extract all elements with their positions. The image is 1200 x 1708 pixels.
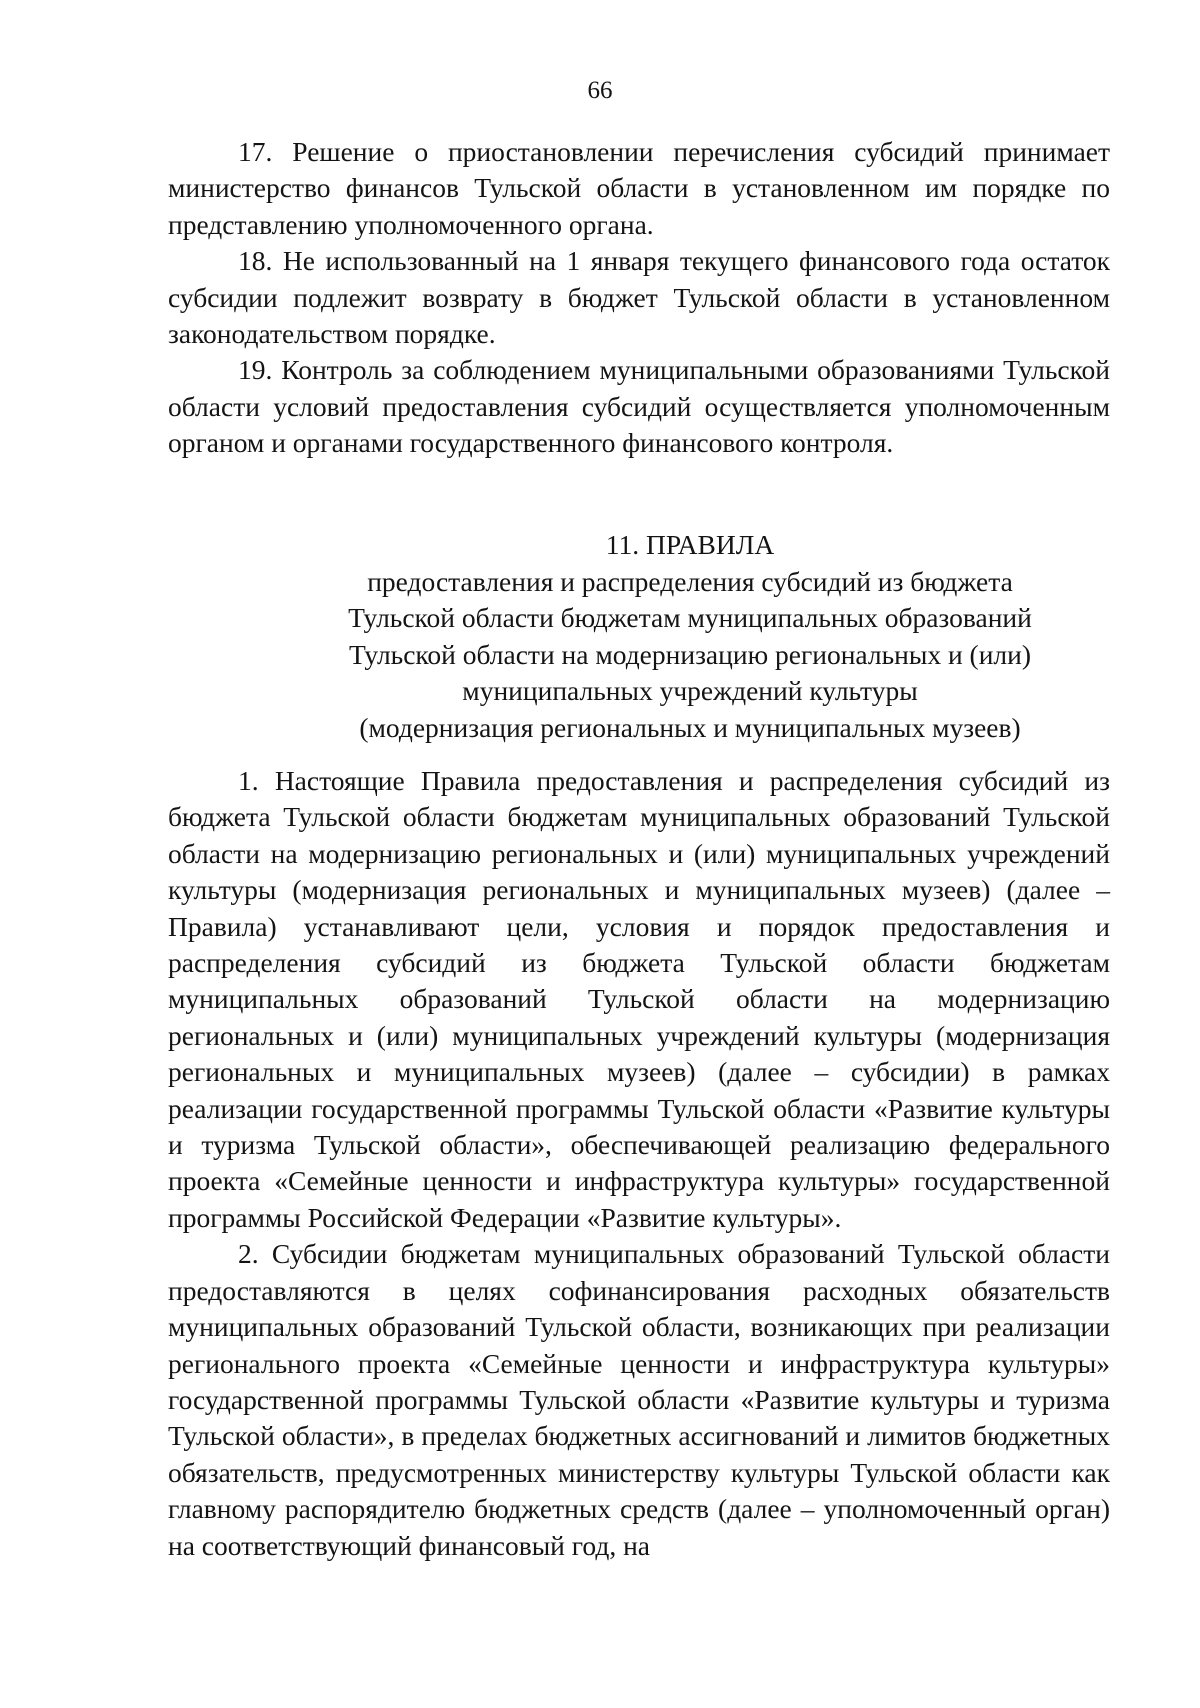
page-number: 66 — [587, 77, 613, 104]
section-subtitle-line: Тульской области бюджетам муниципальных образований — [348, 602, 1032, 634]
paragraph-1: 1. Настоящие Правила предоставления и распределения субсидий из бюджета Тульской области бюджетам муниципальных образований Тульской области на модернизацию региональных и (или) муниципальных учреждений культуры (модернизация региональных и муниципальных музеев) (далее – Правила) устанавливают цели, условия и порядок предоставления и распределения субсидий из бюджета Тульской области бюджетам муниципальных образований Тульской области на модернизацию региональных и (или) муниципальных учреждений культуры (модернизация региональных и муниципальных музеев) (далее – субсидии) в рамках реализации государственной программы Тульской области «Развитие культуры и туризма Тульской области», обеспечивающей реализацию федерального проекта «Семейные ценности и инфраструктура культуры» государственной программы Российской Федерации «Развитие культуры». — [168, 765, 1110, 1233]
section-subtitle-line: Тульской области на модернизацию региональных и (или) — [348, 638, 1032, 670]
paragraph-17: 17. Решение о приостановлении перечисления субсидий принимает министерство финансов Тульской области в установленном им порядке по представлению уполномоченного органа. — [168, 136, 1110, 240]
section-title: 11. ПРАВИЛА — [605, 529, 775, 560]
top-paragraphs — [168, 134, 1110, 462]
paragraph-19: 19. Контроль за соблюдением муниципальными образованиями Тульской области условий предоставления субсидий осуществляется уполномоченным органом и органами государственного финансового контроля. — [168, 354, 1110, 459]
bottom-paragraphs — [168, 763, 1110, 1564]
section-heading — [300, 527, 1080, 747]
section-subtitle-line: предоставления и распределения субсидий из бюджета — [367, 565, 1013, 597]
paragraph-2: 2. Субсидии бюджетам муниципальных образований Тульской области предоставляются в целях софинансирования расходных обязательств муниципальных образований Тульской области, возникающих при реализации регионального проекта «Семейные ценности и инфраструктура культуры» государственной программы Тульской области «Развитие культуры и туризма Тульской области», в пределах бюджетных ассигнований и лимитов бюджетных обязательств, предусмотренных министерству культуры Тульской области как главному распорядителю бюджетных средств (далее – уполномоченный орган) на соответствующий финансовый год, на — [168, 1238, 1110, 1561]
section-subtitle-line: муниципальных учреждений культуры — [462, 675, 918, 707]
section-subtitle-line: (модернизация региональных и муниципальных музеев) — [359, 711, 1021, 743]
paragraph-18: 18. Не использованный на 1 января текущего финансового года остаток субсидии подлежит возврату в бюджет Тульской области в установленном законодательством порядке. — [168, 245, 1110, 350]
